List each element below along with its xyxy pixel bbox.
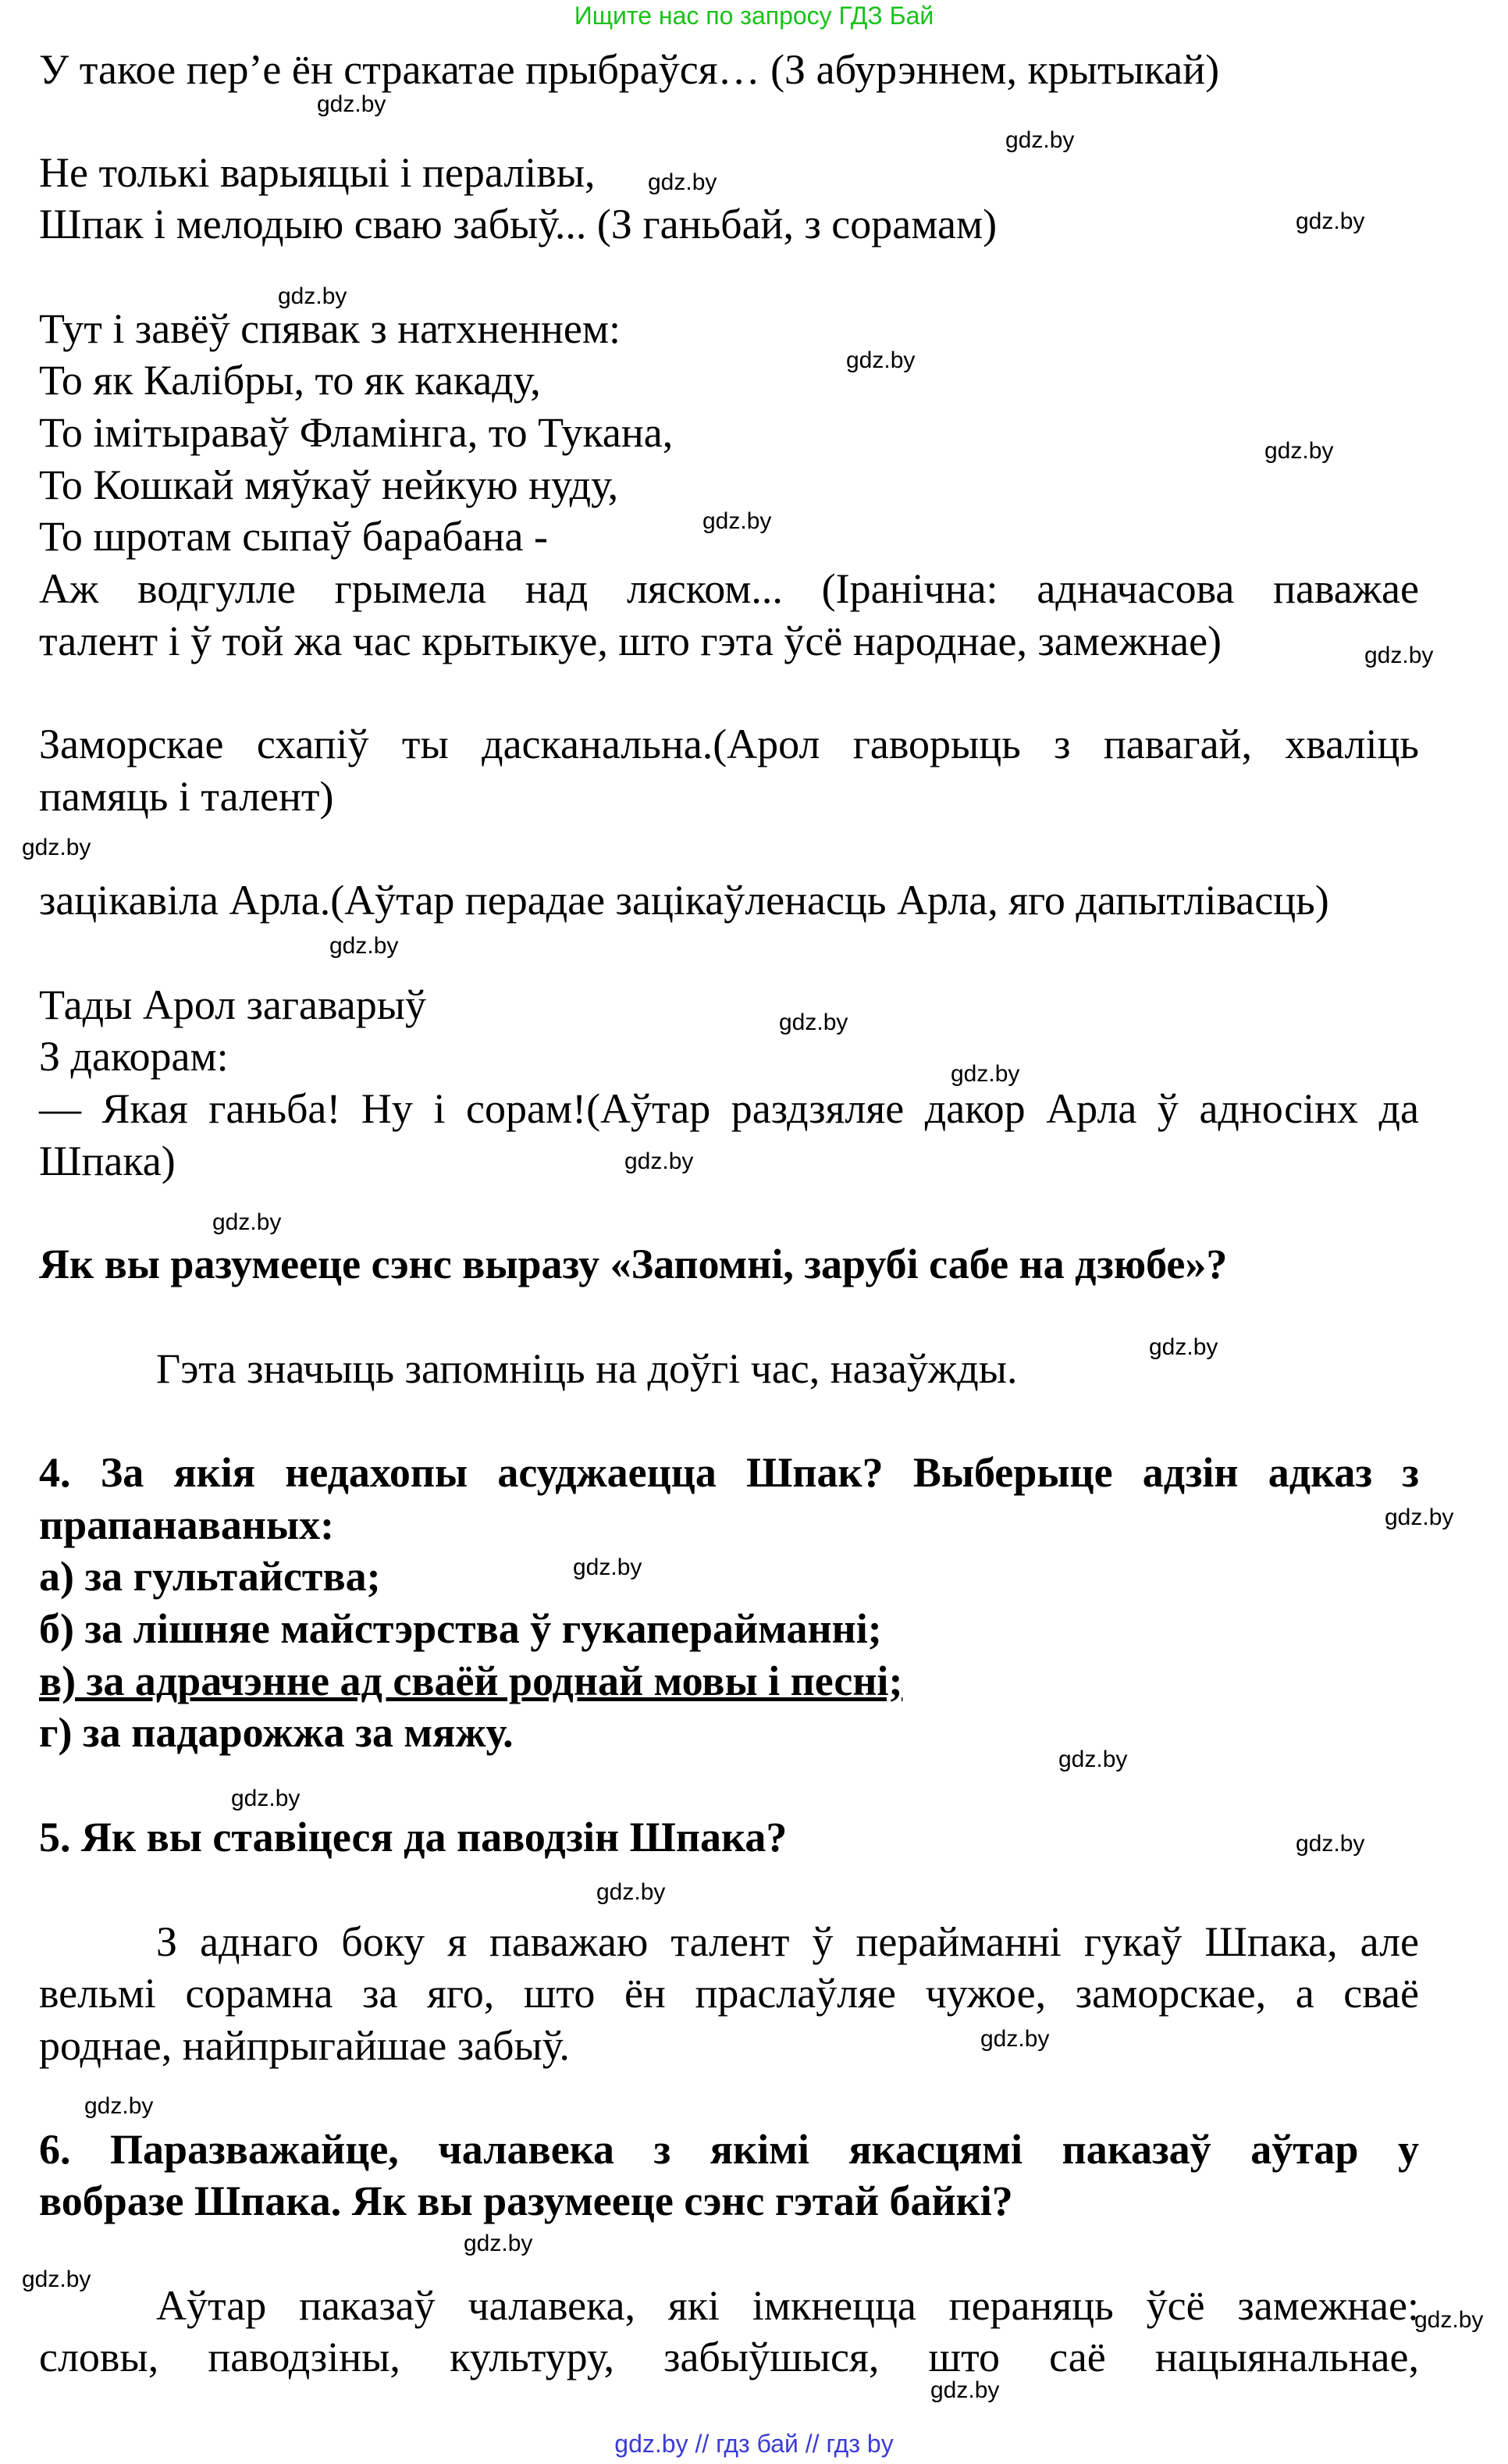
watermark: gdz.by: [22, 2266, 91, 2292]
watermark: gdz.by: [1149, 1334, 1218, 1360]
poem-line-1: У такое пер’е ён стракатае прыбраўся… (З абурэннем, крытыкай): [39, 46, 1220, 93]
poem-line-6: То імітыраваў Фламінга, то Тукана,: [39, 409, 674, 456]
option-b: б) за лішняе майстэрства ў гукаперайманні;: [39, 1605, 882, 1652]
watermark: gdz.by: [317, 91, 386, 117]
poem-line-2: Не толькі варыяцыі і пералівы,: [39, 149, 596, 196]
watermark: gdz.by: [846, 347, 916, 373]
poem-line-12: памяць і талент): [39, 773, 334, 820]
footer-links[interactable]: gdz.by // гдз бай // гдз by: [614, 2430, 894, 2458]
watermark: gdz.by: [1296, 1831, 1365, 1857]
poem-line-4: Тут і завёў спявак з натхненнем:: [39, 305, 621, 352]
option-a: а) за гультайства;: [39, 1553, 381, 1600]
phrase-answer: Гэта значыць запомніць на доўгі час, назаўжды.: [156, 1345, 1018, 1392]
poem-line-7: То Кошкай мяўкаў нейкую нуду,: [39, 461, 619, 508]
watermark: gdz.by: [624, 1148, 694, 1174]
watermark: gdz.by: [464, 2231, 533, 2256]
watermark: gdz.by: [329, 933, 399, 959]
watermark: gdz.by: [779, 1009, 848, 1035]
poem-line-16: — Якая ганьба! Ну і сорам!(Аўтар раздзяляе дакор Арла ў адносінх да: [39, 1085, 1419, 1132]
watermark: gdz.by: [212, 1209, 282, 1235]
phrase-question: Як вы разумееце сэнс выразу «Запомні, зарубі сабе на дзюбе»?: [39, 1241, 1228, 1287]
watermark: gdz.by: [1264, 438, 1334, 464]
watermark: gdz.by: [980, 2026, 1050, 2052]
watermark: gdz.by: [84, 2093, 154, 2119]
answer-5-line-3: роднае, найпрыгайшае забыў.: [39, 2022, 570, 2069]
watermark: gdz.by: [951, 1061, 1020, 1087]
watermark: gdz.by: [1058, 1747, 1128, 1772]
question-6-line-2: вобразе Шпака. Як вы разумееце сэнс гэтай байкі?: [39, 2177, 1013, 2224]
question-5: 5. Як вы ставіцеся да паводзін Шпака?: [39, 1814, 788, 1860]
answer-6-line-2: словы, паводзіны, культуру, забыўшыся, што саё нацыянальнае,: [39, 2334, 1419, 2380]
poem-line-8: То шротам сыпаў барабана -: [39, 513, 549, 560]
poem-line-11: Заморскае схапіў ты дасканальна.(Арол гаворыць з павагай, хваліць: [39, 721, 1419, 767]
watermark: gdz.by: [1296, 208, 1365, 234]
poem-line-14: Тады Арол загаварыў: [39, 981, 427, 1028]
poem-line-17: Шпака): [39, 1138, 176, 1184]
watermark: gdz.by: [1005, 127, 1075, 153]
watermark: gdz.by: [648, 169, 717, 195]
question-4-line-1: 4. За якія недахопы асуджаецца Шпак? Выберыце адзін адказ з: [39, 1449, 1419, 1496]
watermark: gdz.by: [702, 508, 772, 534]
poem-line-15: З дакорам:: [39, 1033, 229, 1080]
watermark: gdz.by: [930, 2377, 1000, 2403]
answer-5-line-2: вельмі сорамна за яго, што ён праслаўляе чужое, заморскае, а сваё: [39, 1970, 1419, 2017]
watermark: gdz.by: [1364, 643, 1434, 668]
watermark: gdz.by: [1414, 2307, 1484, 2333]
option-c-selected: в) за адрачэнне ад сваёй роднай мовы і песні;: [39, 1658, 903, 1704]
answer-5-line-1: З аднаго боку я паважаю талент ў перайманні гукаў Шпака, але: [156, 1918, 1419, 1965]
answer-6-line-1: Аўтар паказаў чалавека, які імкнецца пераняць ўсё замежнае:: [156, 2282, 1419, 2329]
poem-line-5: То як Калібры, то як какаду,: [39, 357, 541, 404]
option-d: г) за падарожжа за мяжу.: [39, 1709, 514, 1756]
watermark: gdz.by: [573, 1554, 642, 1580]
poem-line-9: Аж водгулле грымела над ляском... (Іранічна: адначасова паважае: [39, 565, 1419, 612]
watermark: gdz.by: [231, 1786, 301, 1811]
search-banner[interactable]: Ищите нас по запросу ГДЗ Бай: [574, 2, 934, 30]
question-6-line-1: 6. Паразважайце, чалавека з якімі якасцямі паказаў аўтар у: [39, 2126, 1419, 2173]
watermark: gdz.by: [22, 835, 91, 860]
poem-line-13: зацікавіла Арла.(Аўтар перадае зацікаўленасць Арла, яго дапытлівасць): [39, 877, 1329, 924]
watermark: gdz.by: [1385, 1504, 1454, 1530]
poem-line-3: Шпак і мелодыю сваю забыў... (З ганьбай, з сорамам): [39, 201, 998, 247]
question-4-line-2: прапанаваных:: [39, 1501, 335, 1548]
watermark: gdz.by: [596, 1879, 666, 1905]
poem-line-10: талент і ў той жа час крытыкуе, што гэта ўсё народнае, замежнае): [39, 618, 1222, 664]
watermark: gdz.by: [278, 283, 347, 309]
